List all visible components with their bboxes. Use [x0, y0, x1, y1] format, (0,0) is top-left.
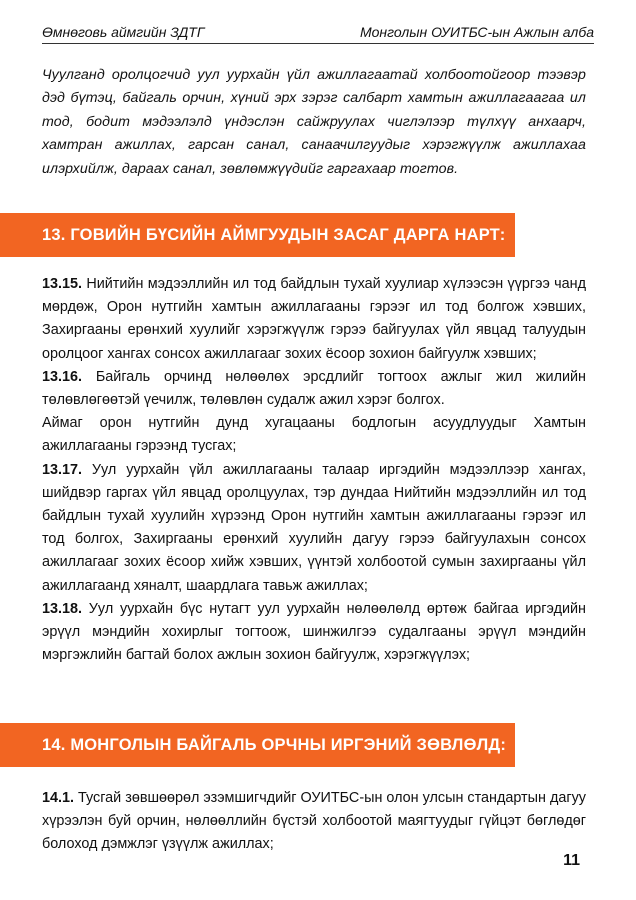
page-number: 11	[563, 852, 580, 869]
section-14-title: 14. МОНГОЛЫН БАЙГАЛЬ ОРЧНЫ ИРГЭНИЙ ЗӨВЛӨЛД:	[42, 735, 507, 754]
item-number: 13.15.	[42, 276, 83, 292]
section-13-heading	[0, 213, 515, 257]
list-item	[42, 787, 586, 857]
section-13-body	[42, 273, 586, 667]
section-14-heading	[0, 723, 515, 767]
header-right: Монголын ОУИТБС-ын Ажлын алба	[359, 24, 594, 40]
section-14-body	[42, 787, 586, 857]
header-left: Өмнөговь аймгийн ЗДТГ	[42, 24, 205, 40]
running-header	[42, 18, 594, 44]
item-text: Аймаг орон нутгийн дунд хугацааны бодлогын асуудлуудыг Хамтын ажиллагааны гэрээнд тусгах;	[42, 415, 586, 455]
item-text: Тусгай зөвшөөрөл эзэмшигчдийг ОУИТБС-ын олон улсын стандартын дагуу хүрээлэн буй орчин, нөлөөллийн бүстэй холбоотой маягтуудыг гүйцэт бөглөдөг болоход дэмжлэг үзүүлж ажиллах;	[42, 790, 586, 853]
list-item	[42, 459, 586, 598]
list-item	[42, 366, 586, 412]
intro-paragraph: Чуулганд оролцогчид уул уурхайн үйл ажиллагаатай холбоотойгоор тээвэр дэд бүтэц, байгаль орчин, хүний эрх зэрэг салбарт хамтын ажиллагаагаа ил тод, бодит мэдээлэлд үндэслэн сайжруулах чиглэлээр түлхүү анхаарч, хамтран ажиллах, гарсан санал, санаачилгуудыг хэрэгжүүлж ажиллахаа илэрхийлж, дараах санал, зөвлөмжүүдийг гаргахаар тогтов.	[42, 67, 586, 177]
item-number: 13.17.	[42, 461, 83, 478]
item-text: Байгаль орчинд нөлөөлөх эрсдлийг тогтоох ажлыг жил жилийн төлөвлөгөөтэй үечилж, төлөвлөн судалж ажил хэрэг болгох.	[42, 368, 586, 409]
section-13-title: 13. ГОВИЙН БҮСИЙН АЙМГУУДЫН ЗАСАГ ДАРГА НАРТ:	[42, 225, 506, 244]
list-item	[42, 412, 586, 458]
item-text: Уул уурхайн үйл ажиллагааны талаар иргэдийн мэдээллээр хангах, шийдвэр гаргах үйл явцад оролцуулах, тэр дундаа Нийтийн мэдээллийн ил тод байдлын тухай хуулийн хүрээнд Орон нутгийн хамтын ажиллагааны гэрээг ил тод болгох, Захиргааны ерөнхий хуулийн дагуу гэрээ байгуулахын сонсох ажиллагааг зохих ёсоор хийж хэвших, үүнтэй холбоотой сумын захиргааны үйл ажиллагаанд хяналт, шаардлага тавьж ажиллах;	[42, 461, 586, 594]
list-item	[42, 598, 586, 668]
item-number: 14.1.	[42, 790, 75, 806]
item-number: 13.16.	[42, 368, 83, 385]
item-number: 13.18.	[42, 600, 83, 617]
list-item	[42, 273, 586, 366]
item-text: Уул уурхайн бүс нутагт уул уурхайн нөлөөлөлд өртөж байгаа иргэдийн эрүүл мэндийн хохирлыг тогтоож, шинжилгээ судалгааны эрүүл мэндийн мэргэжлийн багтай болох ажлын зохион байгуулж, хэрэгжүүлэх;	[42, 600, 586, 664]
item-text: Нийтийн мэдээллийн ил тод байдлын тухай хуулиар хүлээсэн үүргээ чанд мөрдөж, Орон нутгийн хамтын ажиллагааны гэрээг ил тод болгож хэвших, Захиргааны ерөнхий хуулийг хэрэгжүүлж гэрээ байгуулах үйл явцад талуудын оролцоог хангах сонсох ажиллагааг зохих ёсоор зохион байгуулж хэвших;	[42, 276, 586, 362]
